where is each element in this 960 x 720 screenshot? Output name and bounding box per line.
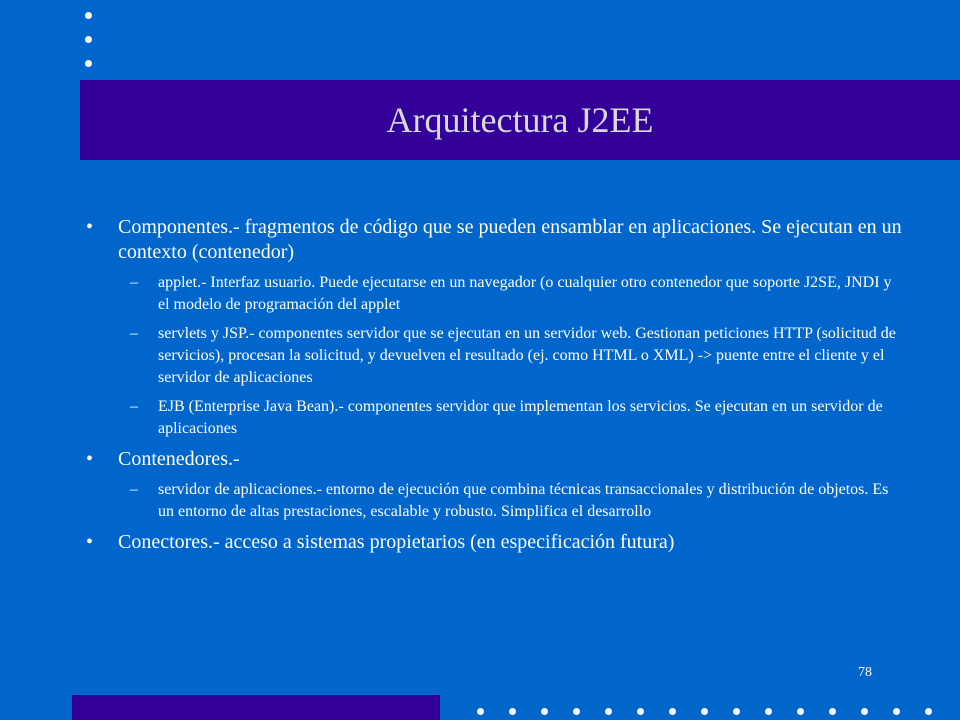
decor-dot <box>733 708 740 715</box>
sub-bullet-item <box>82 272 902 316</box>
decor-dot <box>85 12 92 19</box>
decor-dot <box>85 60 92 67</box>
sub-bullet-item <box>82 479 902 523</box>
page-number: 78 <box>858 665 872 680</box>
bullet-marker: • <box>86 531 94 553</box>
sub-bullet-text: EJB (Enterprise Java Bean).- componentes servidor que implementan los servicios. Se ejecutan en un servidor de aplicaciones <box>158 398 883 437</box>
dash-marker: – <box>130 325 138 342</box>
decor-dot <box>573 708 580 715</box>
sub-bullet-text: servidor de aplicaciones.- entorno de ejecución que combina técnicas transaccionales y distribución de objetos. Es un entorno de altas prestaciones, escalable y robusto. Simplifica el desarrollo <box>158 481 889 520</box>
bullet-text: Conectores.- acceso a sistemas propietarios (en especificación futura) <box>118 531 675 553</box>
decor-dot <box>797 708 804 715</box>
decor-dot <box>477 708 484 715</box>
dash-marker: – <box>130 481 138 498</box>
decor-dot <box>701 708 708 715</box>
decor-dot <box>893 708 900 715</box>
dash-marker: – <box>130 398 138 415</box>
decor-dot <box>925 708 932 715</box>
sub-bullet-item <box>82 396 902 440</box>
decor-dot <box>765 708 772 715</box>
sub-bullet-item <box>82 323 902 389</box>
decor-dot <box>861 708 868 715</box>
bullet-text: Componentes.- fragmentos de código que se pueden ensamblar en aplicaciones. Se ejecutan en un contexto (contenedor) <box>118 216 902 263</box>
decor-dot <box>829 708 836 715</box>
decor-dot <box>541 708 548 715</box>
sub-bullet-text: applet.- Interfaz usuario. Puede ejecutarse en un navegador (o cualquier otro contenedor que soporte J2SE, JNDI y el modelo de programación del applet <box>158 274 892 313</box>
decor-dot <box>509 708 516 715</box>
bullet-marker: • <box>86 448 94 470</box>
bullet-item <box>82 530 902 555</box>
decor-dot <box>669 708 676 715</box>
bullet-marker: • <box>86 216 94 238</box>
footer-bar <box>72 695 440 720</box>
sub-bullet-text: servlets y JSP.- componentes servidor que se ejecutan en un servidor web. Gestionan peticiones HTTP (solicitud de servicios), procesan la solicitud, y devuelven el resultado (ej. como HTML o XML) -> puente entre el cliente y el servidor de aplicaciones <box>158 325 896 386</box>
dash-marker: – <box>130 274 138 291</box>
bullet-text: Contenedores.- <box>118 448 240 470</box>
decor-dot <box>85 36 92 43</box>
slide-content <box>82 215 902 562</box>
decor-dot <box>605 708 612 715</box>
bullet-item <box>82 215 902 265</box>
decor-dot <box>637 708 644 715</box>
bullet-item <box>82 447 902 472</box>
slide-title: Arquitectura J2EE <box>386 100 654 140</box>
